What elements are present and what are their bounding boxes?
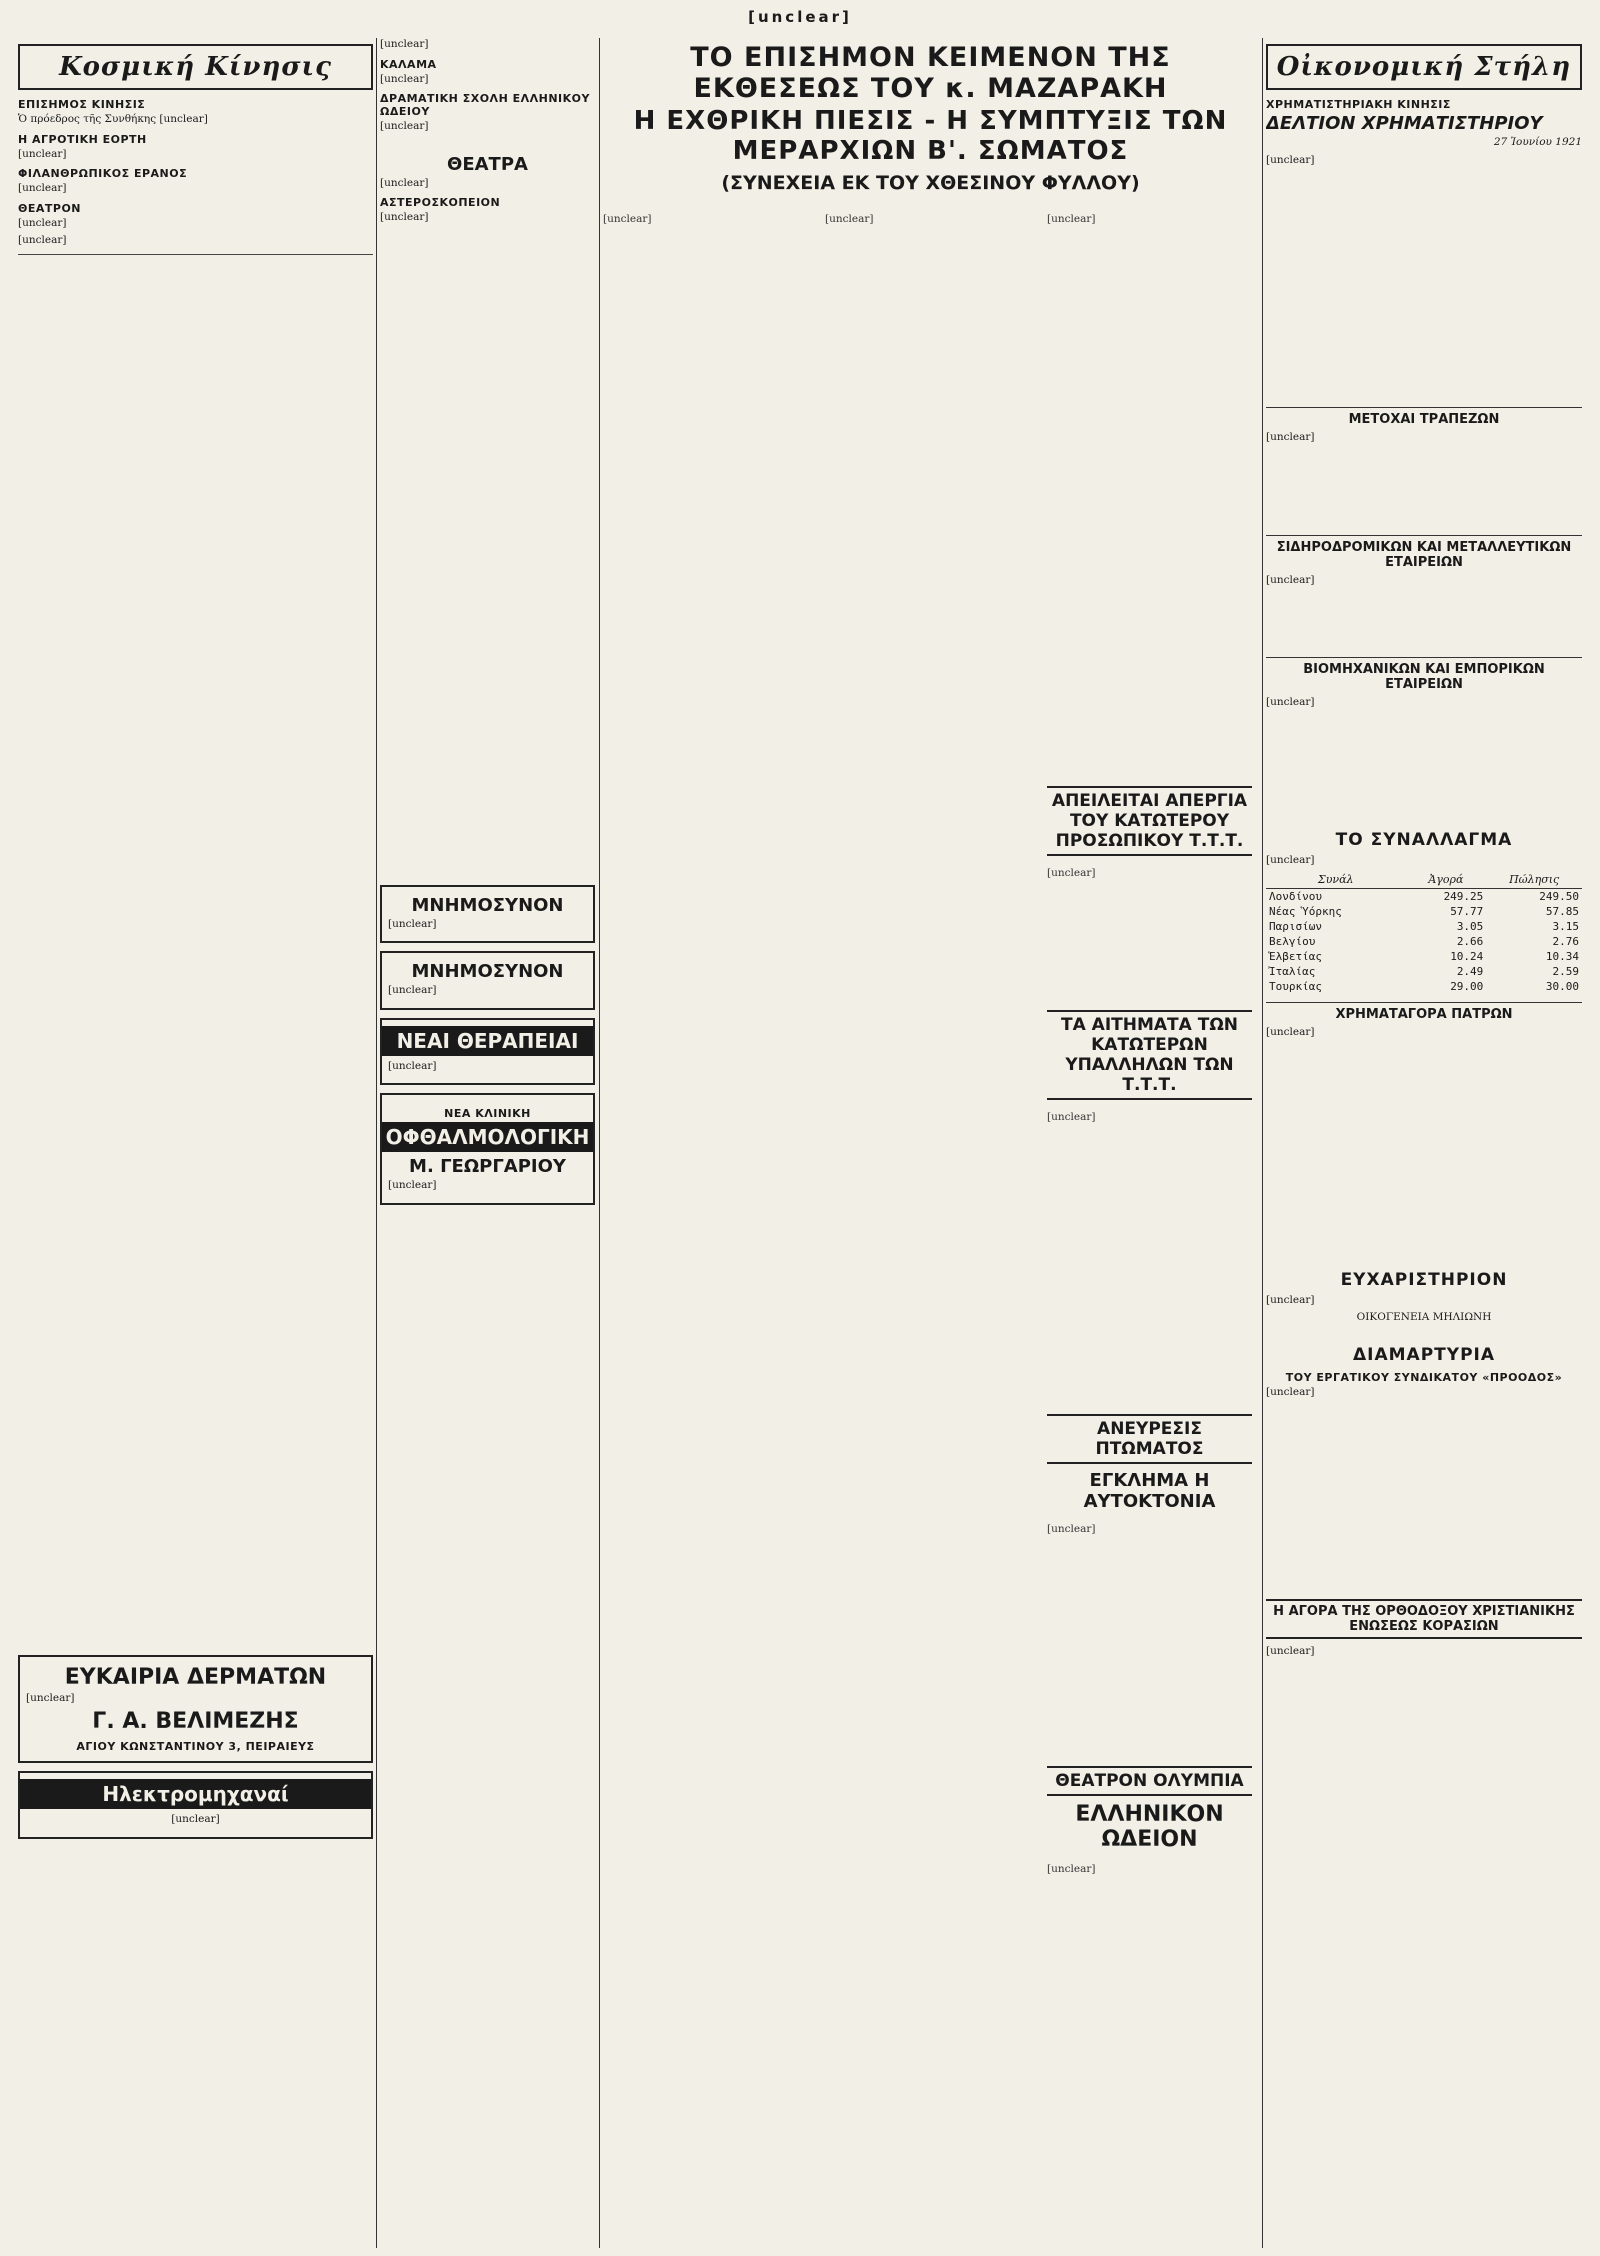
currency-city: Ἰταλίας xyxy=(1269,965,1316,978)
article-text: [unclear] xyxy=(1047,1862,1096,1875)
electromachines-ad-title: Ηλεκτρομηχαναί xyxy=(20,1779,371,1809)
leather-ad-address: ΑΓΙΟΥ ΚΩΝΣΤΑΝΤΙΝΟΥ 3, ΠΕΙΡΑΙΕΥΣ xyxy=(76,1740,315,1753)
article-text: [unclear] xyxy=(380,38,429,50)
new-treatments-ad xyxy=(380,1018,595,1086)
new-treatments-text: [unclear] xyxy=(388,1059,437,1072)
article-text: [unclear] xyxy=(603,212,652,225)
market-text: [unclear] xyxy=(1266,431,1315,443)
bulletin-date: 27 Ἰουνίου 1921 xyxy=(1493,136,1582,148)
article-column xyxy=(603,202,808,2202)
leather-ad-name: Γ. Α. ΒΕΛΙΜΕΖΗΣ xyxy=(92,1709,299,1734)
exchange-text: [unclear] xyxy=(1266,853,1315,866)
currency-city: Ἑλβετίας xyxy=(1269,950,1322,963)
memorial-notice xyxy=(380,951,595,1010)
sell-rate: 2.76 xyxy=(1552,935,1579,948)
masthead: [unclear] xyxy=(748,8,852,26)
table-row xyxy=(1266,904,1582,919)
article-text: [unclear] xyxy=(380,211,429,223)
article-column xyxy=(1047,202,1252,2202)
headline-2: Η ΕΧΘΡΙΚΗ ΠΙΕΣΙΣ - Η ΣΥΜΠΤΥΞΙΣ ΤΩΝ ΜΕΡΑΡΧΙΩΝ Β'. ΣΩΜΑΤΟΣ xyxy=(633,106,1228,166)
thanks-text: [unclear] xyxy=(1266,1293,1315,1306)
section-title-economy: Οἰκονομική Στήλη xyxy=(1266,44,1582,90)
subheadline: (ΣΥΝΕΧΕΙΑ ΕΚ ΤΟΥ ΧΘΕΣΙΝΟΥ ΦΥΛΛΟΥ) xyxy=(721,172,1140,194)
section-heading: ΑΣΤΕΡΟΣΚΟΠΕΙΟΝ xyxy=(380,196,501,209)
leather-ad-text: [unclear] xyxy=(26,1691,75,1704)
left-column xyxy=(18,38,373,2248)
currency-city: Τουρκίας xyxy=(1269,980,1322,993)
buy-rate: 2.66 xyxy=(1456,935,1484,948)
protest-subheading: ΤΟΥ ΕΡΓΑΤΙΚΟΥ ΣΥΝΔΙΚΑΤΟΥ «ΠΡΟΟΔΟΣ» xyxy=(1285,1370,1563,1384)
article-text: [unclear] xyxy=(1047,1110,1096,1123)
article-text: [unclear] xyxy=(18,182,67,194)
market-text: [unclear] xyxy=(1266,153,1315,166)
memorial-notice xyxy=(380,885,595,944)
buy-rate: 249.25 xyxy=(1443,890,1484,903)
conservatory-headline: ΕΛΛΗΝΙΚΟΝ ΩΔΕΙΟΝ xyxy=(1075,1802,1224,1852)
industrial-heading: ΒΙΟΜΗΧΑΝΙΚΩΝ ΚΑΙ ΕΜΠΟΡΙΚΩΝ ΕΤΑΙΡΕΙΩΝ xyxy=(1266,657,1582,692)
thanks-heading: ΕΥΧΑΡΙΣΤΗΡΙΟΝ xyxy=(1340,1269,1508,1290)
section-heading: ΚΑΛΑΜΑ xyxy=(380,57,437,71)
article-text: [unclear] xyxy=(825,212,874,225)
exchange-heading: ΤΟ ΣΥΝΑΛΛΑΓΜΑ xyxy=(1335,829,1513,850)
eye-clinic-text: [unclear] xyxy=(388,1179,437,1191)
market-heading: ΧΡΗΜΑΤΙΣΤΗΡΙΑΚΗ ΚΙΝΗΣΙΣ xyxy=(1266,98,1451,111)
column-rule xyxy=(1262,38,1263,2248)
article-text: [unclear] xyxy=(18,216,67,229)
leather-ad-title: ΕΥΚΑΙΡΙΑ ΔΕΡΜΑΤΩΝ xyxy=(64,1664,327,1690)
bulletin-title: ΔΕΛΤΙΟΝ ΧΡΗΜΑΤΙΣΤΗΡΙΟΥ xyxy=(1266,113,1543,134)
buy-rate: 29.00 xyxy=(1450,980,1484,993)
leather-ad xyxy=(18,1655,373,1764)
exchange-table xyxy=(1266,871,1582,994)
sell-rate: 10.34 xyxy=(1545,950,1579,963)
strike-headline: ΑΠΕΙΛΕΙΤΑΙ ΑΠΕΡΓΙΑ ΤΟΥ ΚΑΤΩΤΕΡΟΥ ΠΡΟΣΩΠΙΚΟΥ Τ.Τ.Τ. xyxy=(1047,786,1252,856)
article-text: Ὁ πρόεδρος τῆς Συνθήκης [unclear] xyxy=(18,113,208,125)
article-text: [unclear] xyxy=(1047,212,1096,225)
market-text: [unclear] xyxy=(1266,573,1315,586)
exchange-col-header: Πώλησις xyxy=(1486,871,1582,889)
divider xyxy=(18,254,373,255)
eye-clinic-pre: ΝΕΑ ΚΛΙΝΙΚΗ xyxy=(444,1107,531,1120)
sell-rate: 3.15 xyxy=(1552,920,1579,933)
article-text: [unclear] xyxy=(380,176,429,189)
new-treatments-title: ΝΕΑΙ ΘΕΡΑΠΕΙΑΙ xyxy=(382,1026,593,1056)
eye-clinic-ad xyxy=(380,1093,595,1205)
electromachines-ad-text: [unclear] xyxy=(171,1813,220,1825)
buy-rate: 2.49 xyxy=(1456,965,1484,978)
column-rule xyxy=(376,38,377,2248)
buy-rate: 57.77 xyxy=(1450,905,1484,918)
article-text: [unclear] xyxy=(1047,866,1096,879)
protest-text: [unclear] xyxy=(1266,1385,1315,1398)
table-row xyxy=(1266,889,1582,905)
memorial-text: [unclear] xyxy=(388,917,437,930)
table-row xyxy=(1266,979,1582,994)
market-orthodox-text: [unclear] xyxy=(1266,1645,1315,1657)
section-heading-theatres: ΘΕΑΤΡΑ xyxy=(447,153,528,175)
banks-heading: ΜΕΤΟΧΑΙ ΤΡΑΠΕΖΩΝ xyxy=(1266,407,1582,427)
electromachines-ad xyxy=(18,1771,373,1839)
buy-rate: 3.05 xyxy=(1456,920,1484,933)
memorial-title: ΜΝΗΜΟΣΥΝΟΝ xyxy=(411,961,564,982)
theatre-headline: ΘΕΑΤΡΟΝ ΟΛΥΜΠΙΑ xyxy=(1047,1766,1252,1796)
center-column xyxy=(603,38,1258,2248)
market-orthodox-heading: Η ΑΓΟΡΑ ΤΗΣ ΟΡΘΟΔΟΞΟΥ ΧΡΙΣΤΙΑΝΙΚΗΣ ΕΝΩΣΕΩΣ ΚΟΡΑΣΙΩΝ xyxy=(1266,1599,1582,1639)
table-row xyxy=(1266,964,1582,979)
sell-rate: 249.50 xyxy=(1539,890,1579,903)
mid-column xyxy=(380,38,595,2248)
column-rule xyxy=(599,38,600,2248)
patras-exchange-text: [unclear] xyxy=(1266,1026,1315,1038)
newspaper-page xyxy=(18,8,1582,2248)
railways-heading: ΣΙΔΗΡΟΔΡΟΜΙΚΩΝ ΚΑΙ ΜΕΤΑΛΛΕΥΤΙΚΩΝ ΕΤΑΙΡΕΙΩΝ xyxy=(1266,535,1582,570)
currency-city: Παρισίων xyxy=(1269,920,1322,933)
section-title-social: Κοσμική Κίνησις xyxy=(18,44,373,90)
table-row xyxy=(1266,949,1582,964)
section-heading: ΔΡΑΜΑΤΙΚΗ ΣΧΟΛΗ ΕΛΛΗΝΙΚΟΥ ΩΔΕΙΟΥ xyxy=(380,92,590,118)
exchange-col-header: Ἀγορά xyxy=(1405,871,1486,889)
protest-heading: ΔΙΑΜΑΡΤΥΡΙΑ xyxy=(1352,1344,1496,1365)
section-heading: ΦΙΛΑΝΘΡΩΠΙΚΟΣ ΕΡΑΝΟΣ xyxy=(18,167,188,180)
thanks-signature: ΟΙΚΟΓΕΝΕΙΑ ΜΗΛΙΩΝΗ xyxy=(1356,1311,1492,1323)
table-row xyxy=(1266,919,1582,934)
market-text: [unclear] xyxy=(1266,696,1315,708)
section-heading: Η ΑΓΡΟΤΙΚΗ ΕΟΡΤΗ xyxy=(18,132,147,146)
right-column xyxy=(1266,38,1582,2248)
article-text: [unclear] xyxy=(380,120,429,132)
currency-city: Λονδίνου xyxy=(1269,890,1322,903)
currency-city: Βελγίου xyxy=(1269,935,1316,948)
table-row xyxy=(1266,934,1582,949)
section-heading: ΘΕΑΤΡΟΝ xyxy=(18,201,82,215)
eye-clinic-title: ΟΦΘΑΛΜΟΛΟΓΙΚΗ xyxy=(382,1122,593,1152)
sell-rate: 30.00 xyxy=(1545,980,1579,993)
exchange-col-header: Συνάλ xyxy=(1266,871,1405,889)
sell-rate: 57.85 xyxy=(1545,905,1579,918)
buy-rate: 10.24 xyxy=(1450,950,1484,963)
sell-rate: 2.59 xyxy=(1552,965,1579,978)
memorial-title: ΜΝΗΜΟΣΥΝΟΝ xyxy=(411,894,564,916)
demands-headline: ΤΑ ΑΙΤΗΜΑΤΑ ΤΩΝ ΚΑΤΩΤΕΡΩΝ ΥΠΑΛΛΗΛΩΝ ΤΩΝ Τ.Τ.Τ. xyxy=(1047,1010,1252,1100)
article-text: [unclear] xyxy=(380,72,429,85)
eye-clinic-name: Μ. ΓΕΩΡΓΑΡΙΟΥ xyxy=(409,1156,566,1177)
article-text: [unclear] xyxy=(18,147,67,160)
article-body xyxy=(603,202,1258,2202)
article-text: [unclear] xyxy=(18,234,67,246)
currency-city: Νέας Ὑόρκης xyxy=(1269,905,1342,918)
body-found-headline: ΑΝΕΥΡΕΣΙΣ ΠΤΩΜΑΤΟΣ xyxy=(1047,1414,1252,1464)
patras-exchange-heading: ΧΡΗΜΑΤΑΓΟΡΑ ΠΑΤΡΩΝ xyxy=(1266,1002,1582,1022)
section-heading: ΕΠΙΣΗΜΟΣ ΚΙΝΗΣΙΣ xyxy=(18,98,146,111)
article-column xyxy=(825,202,1030,2202)
article-text: [unclear] xyxy=(1047,1522,1096,1535)
crime-headline: ΕΓΚΛΗΜΑ Η ΑΥΤΟΚΤΟΝΙΑ xyxy=(1083,1470,1216,1512)
headline: ΤΟ ΕΠΙΣΗΜΟΝ ΚΕΙΜΕΝΟΝ ΤΗΣ ΕΚΘΕΣΕΩΣ ΤΟΥ κ. ΜΑΖΑΡΑΚΗ xyxy=(690,42,1171,104)
memorial-text: [unclear] xyxy=(388,984,437,996)
